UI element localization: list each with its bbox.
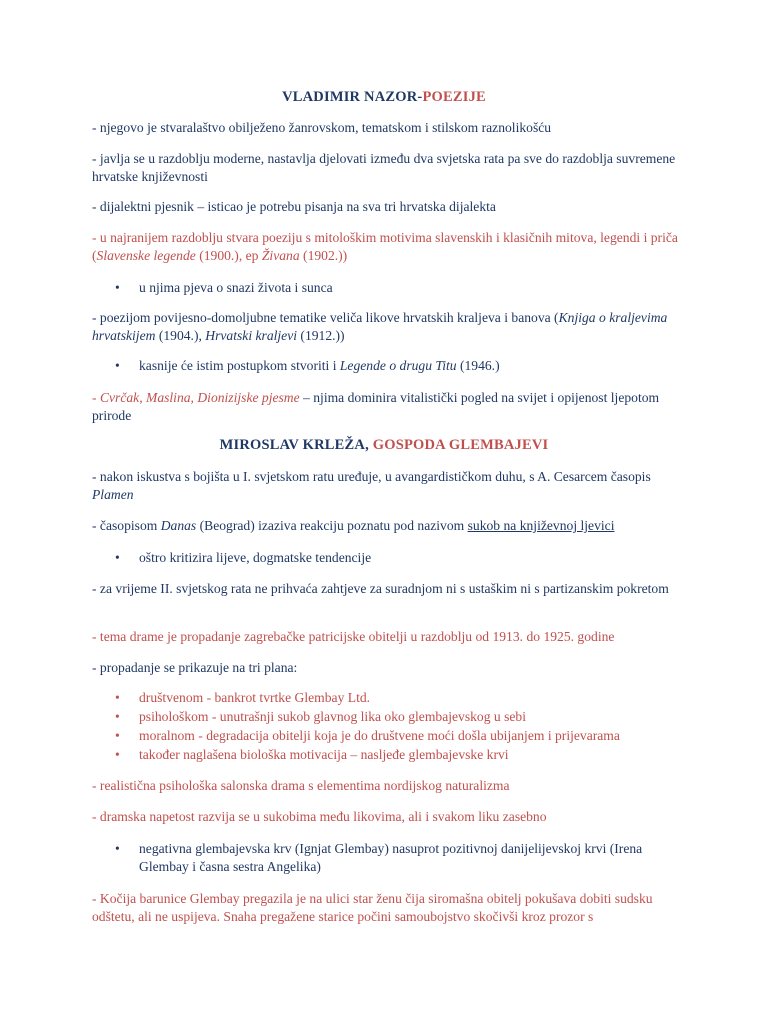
nazor-paragraph-2: - javlja se u razdoblju moderne, nastavlja djelovati između dva svjetska rata pa sve do razdoblja suvremene hrvatske književnosti — [92, 151, 676, 184]
nazor-b2-work: Legende o drugu Titu — [339, 358, 457, 373]
krleza-p1-journal: Plamen — [92, 487, 134, 502]
krleza-paragraph-3: - za vrijeme II. svjetskog rata ne prihvaća zahtjeve za suradnjom ni s ustaškim ni s partizanskim pokretom — [92, 581, 669, 596]
krleza-plane-3: • moralnom - degradacija obitelji koja je do društvene moći došla ubijanjem i prijevarama — [139, 727, 679, 745]
nazor-paragraph-1: - njegovo je stvaralaštvo obilježeno žanrovskom, tematskom i stilskom raznolikošću — [92, 120, 552, 135]
nazor-bullet-2 — [139, 357, 679, 375]
krleza-paragraph-4: - tema drame je propadanje zagrebačke patricijske obitelji u razdoblju od 1913. do 1925. godine — [92, 629, 615, 644]
krleza-plane-1: • društvenom - bankrot tvrtke Glembay Ltd. — [139, 689, 679, 707]
krleza-bullet-1: • oštro kritizira lijeve, dogmatske tendencije — [139, 549, 679, 567]
nazor-p4-text-c: (1902.)) — [299, 248, 348, 263]
krleza-paragraph-8: - Kočija barunice Glembay pregazila je na ulici star ženu čija siromašna obitelj pokušava dobiti sudsku odštetu, ali ne uspijeva. Snaha pregažene starice počini samoubojstvo skočivši kroz prozor s — [92, 891, 653, 924]
nazor-heading-name: VLADIMIR NAZOR- — [282, 89, 423, 105]
nazor-p5-text-a: - poezijom povijesno-domoljubne tematike veliča likove hrvatskih kraljeva i banova ( — [92, 310, 559, 325]
nazor-p6-text-b: – njima dominira vitalistički pogled na svijet i opijenost ljepotom prirode — [92, 390, 660, 423]
krleza-heading-topic: GOSPODA GLEMBAJEVI — [372, 437, 549, 453]
nazor-p5-work-2: Hrvatski kraljevi — [205, 328, 298, 343]
krleza-p2-text-a: - časopisom — [92, 518, 161, 533]
krleza-plane-4: • također naglašena biološka motivacija – nasljeđe glembajevske krvi — [139, 746, 679, 764]
krleza-paragraph-1 — [92, 468, 678, 504]
nazor-p4-work-2: Živana — [261, 248, 300, 263]
krleza-p1-text: - nakon iskustva s bojišta u I. svjetskom ratu uređuje, u avangardističkom duhu, s A. Cesarcem časopis — [92, 469, 651, 484]
nazor-p4-text-b: (1900.), ep — [195, 248, 262, 263]
nazor-p6-works: Cvrčak, Maslina, Dionizijske pjesme — [99, 390, 300, 405]
nazor-paragraph-3: - dijalektni pjesnik – isticao je potrebu pisanja na sva tri hrvatska dijalekta — [92, 199, 496, 214]
krleza-paragraph-5: - propadanje se prikazuje na tri plana: — [92, 660, 298, 675]
nazor-p4-work-1: Slavenske legende — [96, 248, 196, 263]
krleza-heading-name: MIROSLAV KRLEŽA, — [219, 437, 373, 453]
nazor-p5-text-c: (1912.)) — [297, 328, 345, 343]
krleza-heading — [0, 436, 768, 454]
nazor-p4-text-a: - u najranijem razdoblju stvara poeziju s mitološkim motivima slavenskih i klasičnih mitova, legendi i priča ( — [92, 230, 678, 263]
nazor-heading — [0, 88, 768, 106]
krleza-paragraph-2 — [92, 517, 678, 535]
nazor-p6-text-a: - — [92, 390, 100, 405]
nazor-p5-work-1: Knjiga o kraljevima hrvatskijem — [92, 310, 668, 343]
krleza-paragraph-7: - dramska napetost razvija se u sukobima među likovima, ali i svakom liku zasebno — [92, 809, 547, 824]
nazor-paragraph-5 — [92, 309, 678, 345]
krleza-p2-journal: Danas — [160, 518, 197, 533]
nazor-paragraph-4 — [92, 229, 678, 265]
krleza-p2-underlined-term: sukob na književnoj ljevici — [467, 518, 615, 533]
nazor-b2-text-a: kasnije će istim postupkom stvoriti i — [139, 358, 340, 373]
krleza-p2-text-b: (Beograd) izaziva reakciju poznatu pod nazivom — [196, 518, 468, 533]
nazor-b2-text-b: (1946.) — [456, 358, 500, 373]
krleza-bullet-2: • negativna glembajevska krv (Ignjat Glembay) nasuprot pozitivnoj danijelijevskoj krvi (Irena Glembay i časna sestra Angelika) — [139, 840, 679, 876]
nazor-heading-topic: POEZIJE — [422, 89, 486, 105]
nazor-p5-text-b: (1904.), — [155, 328, 206, 343]
nazor-paragraph-6 — [92, 389, 678, 425]
krleza-plane-2: • psihološkom - unutrašnji sukob glavnog lika oko glembajevskog u sebi — [139, 708, 679, 726]
krleza-paragraph-6: - realistična psihološka salonska drama s elementima nordijskog naturalizma — [92, 778, 510, 793]
nazor-bullet-1: • u njima pjeva o snazi života i sunca — [139, 279, 679, 297]
